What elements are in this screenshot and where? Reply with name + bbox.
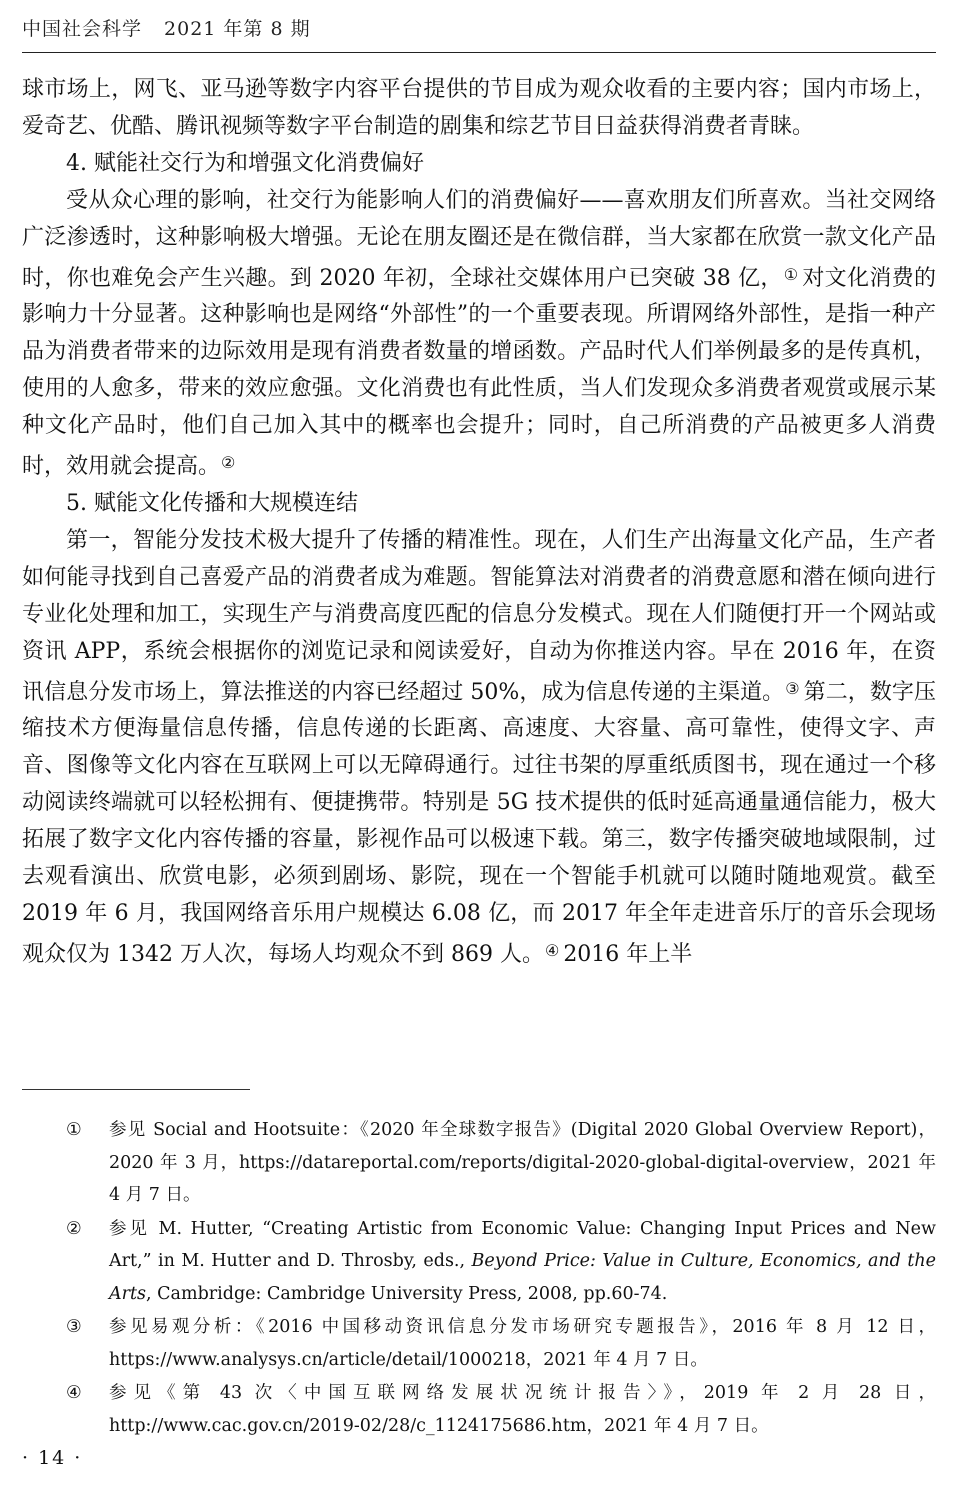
footnote-3 [22, 1311, 936, 1376]
paragraph-dissemination-part-3: 2016 年上半 [563, 941, 693, 967]
footnote-rule [22, 1089, 250, 1090]
footnote-4 [22, 1377, 936, 1442]
footnote-book-title: Beyond Price: Value in Culture, Economics, and the Arts [109, 1251, 936, 1304]
footnote-text: 参见易观分析：《2016 中国移动资讯信息分发市场研究专题报告》，2016 年 8 月 12 日，https://www.analysys.cn/article/detail/1000218，2021 年 4 月 7 日。 [109, 1317, 936, 1370]
body-text [22, 72, 936, 974]
footnote-mark-2[interactable]: ② [221, 453, 236, 473]
paragraph-dissemination-part-1: 第一，智能分发技术极大提升了传播的精准性。现在，人们生产出海量文化产品，生产者如何能寻找到自己喜爱产品的消费者成为难题。智能算法对消费者的消费意愿和潜在倾向进行专业化处理和加工，实现生产与消费高度匹配的信息分发模式。现在人们随便打开一个网站或资讯 APP，系统会根据你的浏览记录和阅读爱好，自动为你推送内容。早在 2016 年，在资讯信息分发市场上，算法推送的内容已经超过 50%，成为信息传递的主渠道。 [22, 527, 936, 705]
footnotes [22, 1114, 936, 1443]
paragraph-social-part-2: 对文化消费的影响力十分显著。这种影响也是网络“外部性”的一个重要表现。所谓网络外部性，是指一种产品为消费者带来的边际效用是现有消费者数量的增函数。产品时代人们举例最多的是传真机，使用的人愈多，带来的效应愈强。文化消费也有此性质，当人们发现众多消费者观赏或展示某种文化产品时，他们自己加入其中的概率也会提升；同时，自己所消费的产品被更多人消费时，效用就会提高。 [22, 265, 936, 480]
section-heading-4: 4. 赋能社交行为和增强文化消费偏好 [66, 150, 424, 176]
paragraph-social-part-1: 受从众心理的影响，社交行为能影响人们的消费偏好——喜欢朋友们所喜欢。当社交网络广泛渗透时，这种影响极大增强。无论在朋友圈还是在微信群，当大家都在欣赏一款文化产品时，你也难免会产生兴趣。到 2020 年初，全球社交媒体用户已突破 38 亿， [22, 187, 936, 291]
section-heading-5: 5. 赋能文化传播和大规模连结 [66, 490, 358, 516]
footnote-text-tail: , Cambridge: Cambridge University Press, 2008, pp.60-74. [146, 1283, 668, 1304]
issue-label: 2021 年第 8 期 [164, 18, 311, 40]
running-header [22, 14, 935, 41]
paragraph-dissemination-part-2: 第二，数字压缩技术方便海量信息传播，信息传递的长距离、高速度、大容量、高可靠性，使得文字、声音、图像等文化内容在互联网上可以无障碍通行。过往书架的厚重纸质图书，现在通过一个移动阅读终端就可以轻松拥有、便捷携带。特别是 5G 技术提供的低时延高通量通信能力，极大拓展了数字文化内容传播的容量，影视作品可以极速下载。第三，数字传播突破地域限制，过去观看演出、欣赏电影，必须到剧场、影院，现在一个智能手机就可以随时随地观赏。截至 2019 年 6 月，我国网络音乐用户规模达 6.08 亿，而 2017 年全年走进音乐厅的音乐会现场观众仅为 1342 万人次，每场人均观众不到 869 人。 [22, 679, 936, 967]
journal-title: 中国社会科学 [22, 18, 143, 40]
header-rule [22, 52, 936, 53]
paragraph-dissemination [22, 523, 936, 974]
paragraph-social [22, 183, 936, 486]
footnote-text: 参见 Social and Hootsuite：《2020 年全球数字报告》(Digital 2020 Global Overview Report)，2020 年 3 月，https://datareportal.com/reports/digital-2020-global-digital-overview，2021 年 4 月 7 日。 [109, 1120, 936, 1205]
footnote-number: ② [66, 1218, 82, 1239]
footnote-text: 参见 M. Hutter, “Creating Artistic from Economic Value: Changing Input Prices and New Art,” in M. Hutter and D. Throsby, eds., [109, 1218, 936, 1271]
footnote-number: ④ [66, 1383, 82, 1403]
footnote-2 [22, 1213, 936, 1311]
footnote-1 [22, 1114, 936, 1212]
paragraph-continued: 球市场上，网飞、亚马逊等数字内容平台提供的节目成为观众收看的主要内容；国内市场上，爱奇艺、优酷、腾讯视频等数字平台制造的剧集和综艺节目日益获得消费者青睐。 [22, 77, 936, 139]
footnote-number: ① [66, 1120, 82, 1140]
footnote-mark-4[interactable]: ④ [544, 940, 560, 960]
page-number: · 14 · [22, 1447, 83, 1469]
footnote-mark-3[interactable]: ③ [785, 678, 800, 698]
footnote-text: 参见《第 43 次〈中国互联网络发展状况统计报告〉》，2019 年 2 月 28 日，http://www.cac.gov.cn/2019-02/28/c_1124175686.htm，2021 年 4 月 7 日。 [109, 1383, 936, 1436]
footnote-number: ③ [66, 1317, 82, 1337]
footnote-mark-1[interactable]: ① [783, 264, 799, 284]
